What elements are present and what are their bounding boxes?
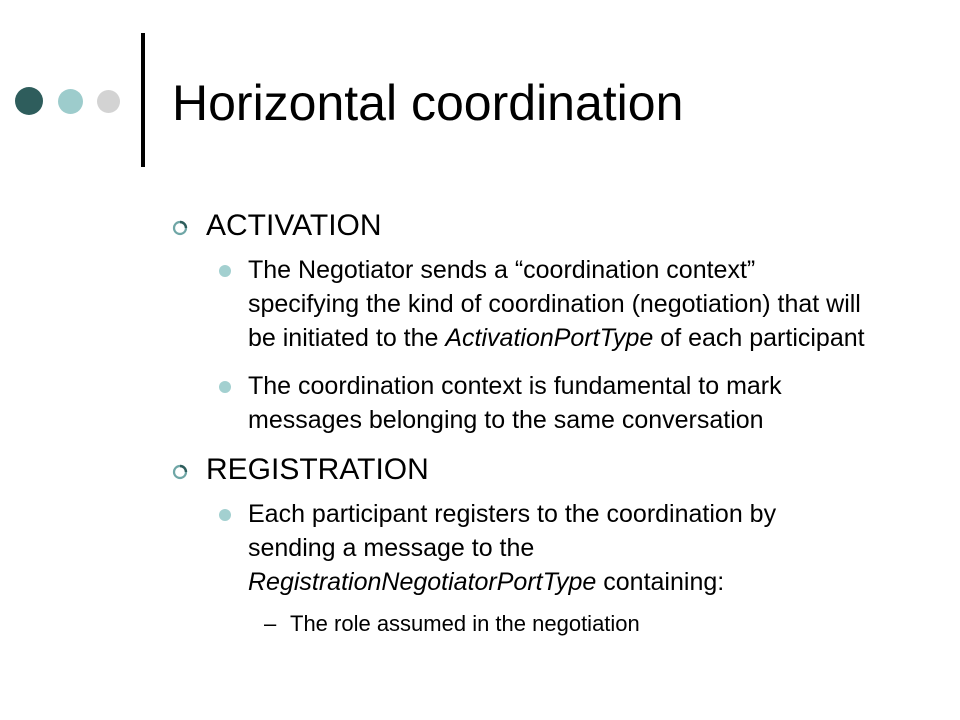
bullet-item: Each participant registers to the coordination by sending a message to the RegistrationNegotiatorPortType containing: (248, 497, 868, 599)
decorative-dot-dark (15, 87, 43, 115)
round-bullet-icon (219, 265, 231, 277)
title-divider (141, 33, 145, 167)
slide-title: Horizontal coordination (172, 75, 684, 131)
sub-bullet-item: – The role assumed in the negotiation (290, 609, 890, 639)
decorative-dot-gray (97, 90, 120, 113)
ring-bullet-icon (172, 220, 188, 236)
round-bullet-icon (219, 381, 231, 393)
round-bullet-icon (219, 509, 231, 521)
ring-bullet-icon (172, 464, 188, 480)
section-heading-activation: ACTIVATION (172, 207, 942, 245)
dash-bullet: – (264, 611, 277, 636)
section-heading-registration: REGISTRATION (172, 451, 942, 489)
bullet-item: The Negotiator sends a “coordination context” specifying the kind of coordination (negotiation) that will be initiated to the ActivationPortType of each participant (248, 253, 868, 355)
bullet-item: The coordination context is fundamental to mark messages belonging to the same conversation (248, 369, 868, 437)
decorative-dot-teal (58, 89, 83, 114)
slide-content (172, 207, 942, 639)
